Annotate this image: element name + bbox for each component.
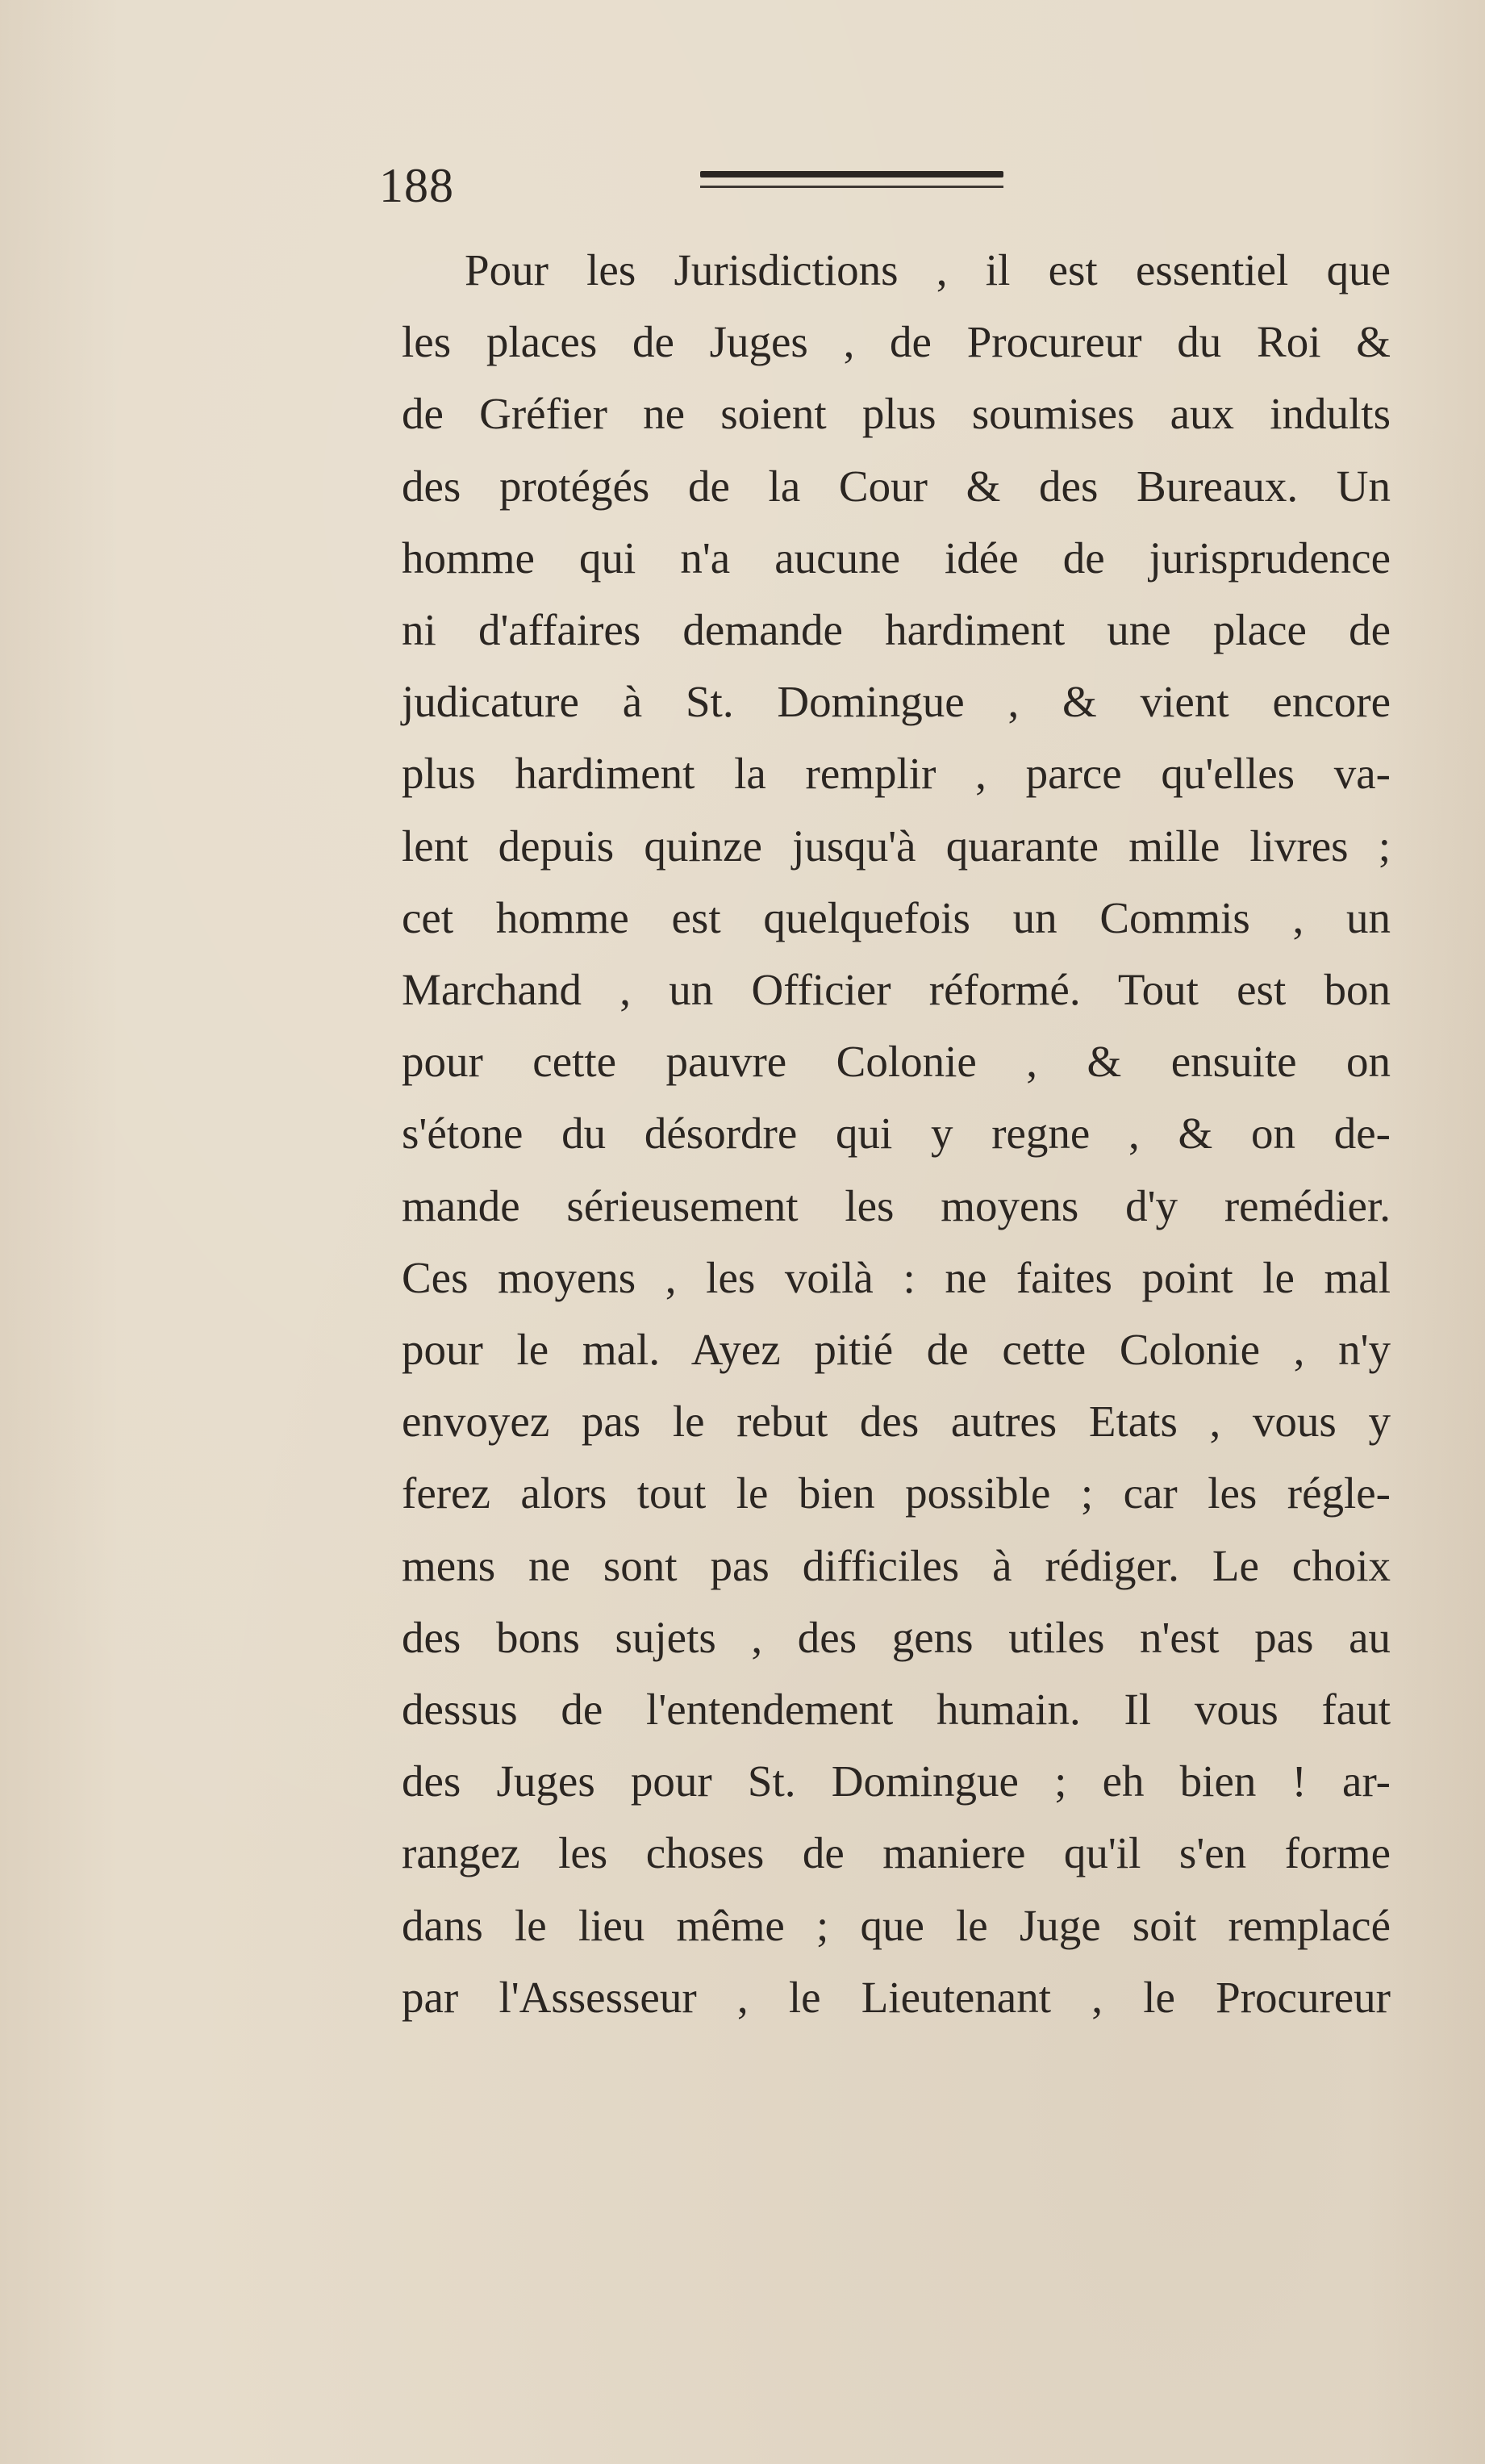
header-rule-thick — [700, 171, 1003, 177]
text-line: dessus de l'entendement humain. Il vous faut — [402, 1685, 1391, 1735]
text-line: ni d'affaires demande hardiment une place de — [402, 605, 1391, 655]
header-rule-thin — [700, 186, 1003, 188]
text-line: pour le mal. Ayez pitié de cette Colonie , n'y — [402, 1325, 1391, 1375]
text-line: homme qui n'a aucune idée de jurisprudence — [402, 532, 1391, 583]
text-line: pour cette pauvre Colonie , & ensuite on — [402, 1037, 1391, 1087]
text-line: envoyez pas le rebut des autres Etats , vous y — [402, 1397, 1391, 1447]
text-line: s'étone du désordre qui y regne , & on de- — [402, 1109, 1391, 1159]
text-line: judicature à St. Domingue , & vient encore — [402, 677, 1391, 727]
text-line: ferez alors tout le bien possible ; car les régle- — [402, 1468, 1391, 1518]
page-number: 188 — [379, 159, 454, 212]
text-line: dans le lieu même ; que le Juge soit remplacé — [402, 1900, 1391, 1950]
text-line: lent depuis quinze jusqu'à quarante mille livres ; — [402, 821, 1391, 871]
text-line: de Gréfier ne soient plus soumises aux indults — [402, 389, 1391, 439]
text-line: des Juges pour St. Domingue ; eh bien ! ar- — [402, 1756, 1391, 1806]
text-line: Pour les Jurisdictions , il est essentiel que — [465, 245, 1391, 294]
text-line: les places de Juges , de Procureur du Roi & — [402, 317, 1391, 367]
text-line: des protégés de la Cour & des Bureaux. Un — [402, 461, 1391, 511]
text-line: plus hardiment la remplir , parce qu'elles va- — [402, 749, 1391, 799]
header-rule — [700, 171, 1003, 192]
text-line: par l'Assesseur , le Lieutenant , le Procureur — [402, 1972, 1391, 2022]
text-line: des bons sujets , des gens utiles n'est pas au — [402, 1612, 1391, 1662]
text-line: mande sérieusement les moyens d'y remédier. — [402, 1180, 1391, 1230]
text-line: rangez les choses de maniere qu'il s'en forme — [402, 1828, 1391, 1878]
text-line: Marchand , un Officier réformé. Tout est bon — [402, 965, 1391, 1015]
text-line: mens ne sont pas difficiles à rédiger. Le choix — [402, 1540, 1391, 1590]
body-paragraph — [402, 234, 1391, 2033]
text-line: Ces moyens , les voilà : ne faites point le mal — [402, 1252, 1391, 1302]
text-line: cet homme est quelquefois un Commis , un — [402, 892, 1391, 942]
